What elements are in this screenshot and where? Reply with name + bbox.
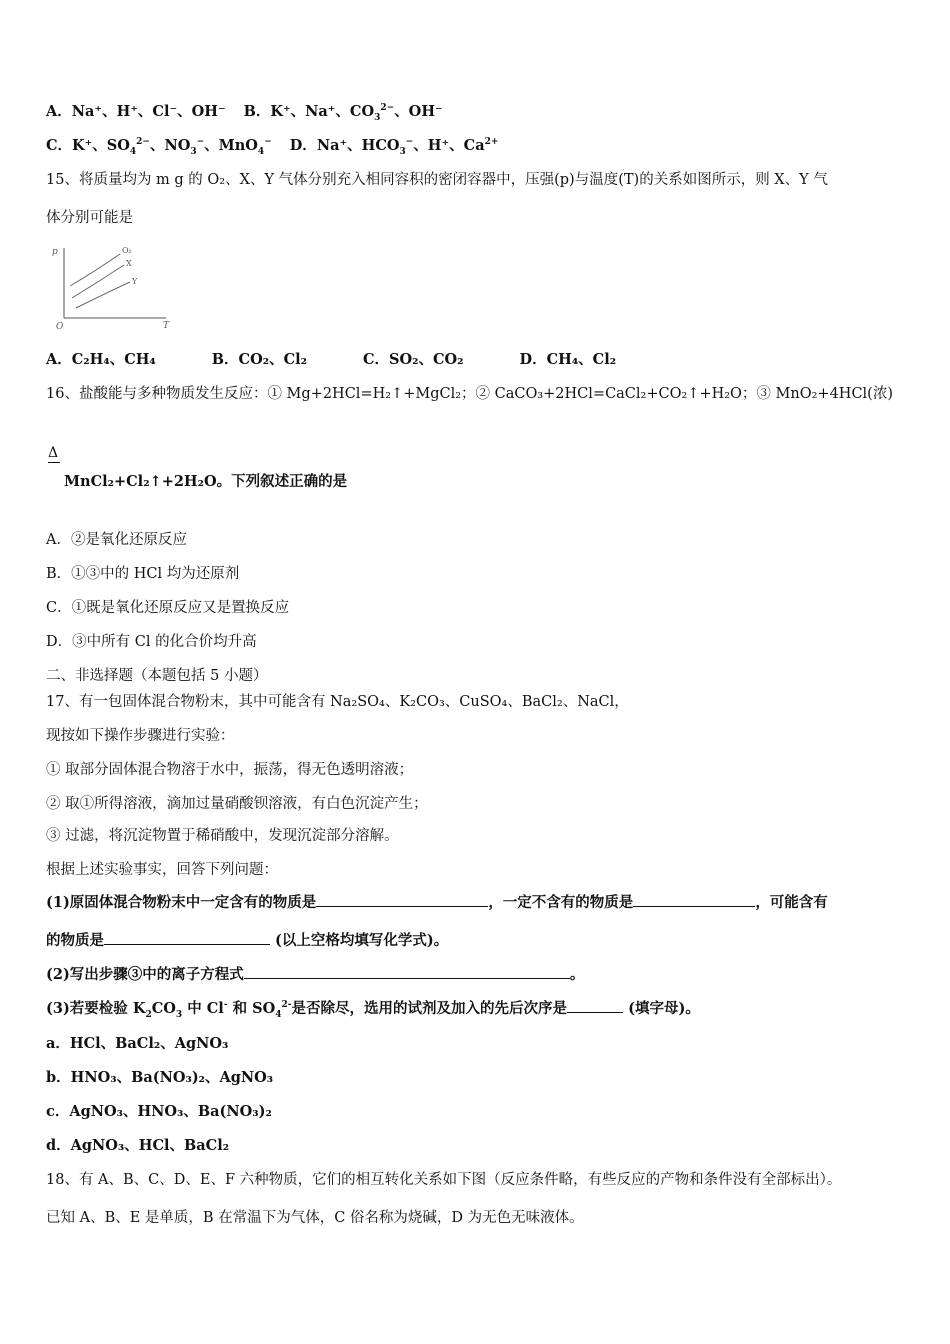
graph-curve-o2: [70, 254, 120, 286]
q14-option-b-pre: K⁺、Na⁺、CO: [270, 103, 375, 120]
q14-option-c-part1: K⁺、SO: [72, 137, 130, 154]
q16-heat-symbol: Δ: [48, 445, 59, 461]
q17-step3: ③ 过滤，将沉淀物置于稀硝酸中，发现沉淀部分溶解。: [46, 828, 399, 844]
q14-option-c-sup2: −: [196, 137, 205, 148]
q14-options-row2: [46, 136, 498, 156]
q17-part3-sub-3: 3: [175, 1009, 183, 1020]
q14-option-d-sup2: 2+: [484, 137, 499, 148]
q17-part2: [46, 964, 584, 985]
q17-part1-text-a: (1)原固体混合物粉末中一定含有的物质是: [46, 894, 317, 911]
q16-option-d: D．③中所有 Cl 的化合价均升高: [46, 634, 257, 650]
q14-option-d-sup1: −: [405, 137, 414, 148]
q14-option-d-part1: Na⁺、HCO: [316, 137, 400, 154]
q15-option-a: A．C₂H₄、CH₄: [46, 351, 156, 368]
q16-stem-line1: 16、盐酸能与多种物质发生反应：① Mg+2HCl=H₂↑+MgCl₂；② CaCO₃+2HCl=CaCl₂+CO₂↑+H₂O；③ MnO₂+4HCl(浓): [46, 386, 893, 402]
q15-option-c: C．SO₂、CO₂: [362, 351, 464, 368]
q17-answer-blank-must-not-contain[interactable]: [633, 892, 755, 907]
q15-option-b: B．CO₂、Cl₂: [211, 351, 307, 368]
q14-option-b-sup: 2−: [380, 103, 395, 114]
q16-option-c: C．①既是氧化还原反应又是置换反应: [46, 600, 290, 616]
q17-ask: 根据上述实验事实，回答下列问题：: [46, 862, 278, 878]
q18-stem-line2: 已知 A、B、E 是单质，B 在常温下为气体，C 俗名称为烧碱，D 为无色无味液体。: [46, 1210, 584, 1226]
q17-part3-sup-2minus: 2-: [281, 1000, 292, 1011]
q14-option-d-part2: 、H⁺、Ca: [413, 137, 485, 154]
q17-part1-text-d: 的物质是: [46, 932, 104, 949]
q17-part3-sub-2: 2: [145, 1009, 152, 1020]
q17-option-b: b．HNO₃、Ba(NO₃)₂、AgNO₃: [46, 1069, 274, 1086]
q17-part2-text-a: (2)写出步骤③中的离子方程式: [46, 966, 244, 983]
graph-x-axis-label: T: [163, 321, 170, 331]
q17-answer-blank-must-contain[interactable]: [316, 892, 488, 907]
q18-stem-line1: 18、有 A、B、C、D、E、F 六种物质，它们的相互转化关系如下图（反应条件略，有些反应的产物和条件没有全部标出）。: [46, 1172, 842, 1188]
q14-option-c-sub3: 4: [257, 146, 265, 157]
q17-part2-text-b: 。: [569, 966, 585, 983]
q17-part1-text-b: ，一定不含有的物质是: [488, 894, 634, 911]
q14-option-c-sup3: −: [264, 137, 272, 148]
q17-part3-text-c: 中 Cl: [182, 1000, 224, 1017]
q17-part3-sup-minus: -: [223, 1000, 228, 1011]
graph-curve-x: [72, 265, 124, 298]
q14-option-c-sup1: 2−: [136, 137, 150, 148]
graph-label-y: Y: [132, 277, 138, 286]
q17-part3-sub-4: 4: [275, 1009, 282, 1020]
q17-stem-line2: 现按如下操作步骤进行实验：: [46, 728, 235, 744]
q14-option-c-sub1: 4: [129, 146, 137, 157]
q14-option-d-sub1: 3: [399, 146, 406, 157]
graph-origin-label: O: [56, 322, 64, 332]
q17-option-d: d．AgNO₃、HCl、BaCl₂: [46, 1137, 230, 1154]
q17-part3-text-f: (填字母)。: [623, 1000, 700, 1017]
q17-answer-blank-reagent-order[interactable]: [567, 998, 623, 1013]
q17-stem-line1: 17、有一包固体混合物粉末，其中可能含有 Na₂SO₄、K₂CO₃、CuSO₄、BaCl₂、NaCl，: [46, 694, 629, 710]
q16-heat-symbol-bar: [48, 462, 60, 463]
q17-part3-text-d: 和 SO: [227, 1000, 276, 1017]
q17-option-a: a．HCl、BaCl₂、AgNO₃: [46, 1035, 229, 1052]
q16-option-a: A．②是氧化还原反应: [46, 532, 187, 548]
q17-part1-text-e: (以上空格均填写化学式)。: [270, 932, 449, 949]
graph-curve-y: [76, 282, 130, 308]
q17-part1-line1: [46, 892, 828, 913]
q15-options: [46, 350, 616, 370]
q14-option-a: Na⁺、H⁺、Cl⁻、OH⁻: [71, 103, 226, 120]
q17-step1: ① 取部分固体混合物溶于水中，振荡，得无色透明溶液；: [46, 762, 414, 778]
q17-part3-text-a: (3)若要检验 K: [46, 1000, 146, 1017]
q14-option-d-letter: D．: [289, 137, 317, 154]
q17-part1-text-c: ，可能含有: [755, 894, 828, 911]
q17-step2: ② 取①所得溶液，滴加过量硝酸钡溶液，有白色沉淀产生；: [46, 796, 428, 812]
q17-part3-text-b: CO: [151, 1000, 176, 1017]
q17-part3: [46, 998, 700, 1019]
q15-option-d: D．CH₄、Cl₂: [519, 351, 617, 368]
q17-option-c: c．AgNO₃、HNO₃、Ba(NO₃)₂: [46, 1103, 272, 1120]
q14-option-b-post: 、OH⁻: [394, 103, 443, 120]
q17-answer-blank-ionic-equation[interactable]: [244, 964, 570, 979]
q16-stem-line2: MnCl₂+Cl₂↑+2H₂O。下列叙述正确的是: [64, 473, 348, 490]
q14-option-b-sub: 3: [374, 112, 381, 123]
q15-pressure-temperature-graph: [46, 240, 176, 332]
graph-label-x: X: [126, 259, 132, 268]
section-heading: 二、非选择题（本题包括 5 小题）: [46, 668, 268, 684]
graph-y-axis-label: p: [52, 247, 58, 257]
q15-stem-line2: 体分别可能是: [46, 210, 133, 226]
q15-stem-line1: 15、将质量均为 m g 的 O₂、X、Y 气体分别充入相同容积的密闭容器中，压强(p)与温度(T)的关系如图所示，则 X、Y 气: [46, 172, 828, 188]
q14-options-row1: [46, 102, 443, 122]
q17-answer-blank-may-contain[interactable]: [104, 930, 270, 945]
q14-option-a-letter: A．: [46, 103, 72, 120]
q14-option-c-sub2: 3: [190, 146, 197, 157]
q16-option-b: B．①③中的 HCl 均为还原剂: [46, 566, 240, 582]
q17-part1-line2: [46, 930, 448, 951]
q14-option-b-letter: B．: [243, 103, 271, 120]
q14-option-c-part3: 、MnO: [204, 137, 258, 154]
q17-part3-text-e: 是否除尽，选用的试剂及加入的先后次序是: [291, 1000, 568, 1017]
graph-label-o2: O₂: [122, 246, 132, 255]
q14-option-c-letter: C．: [46, 137, 73, 154]
q14-option-c-part2: 、NO: [149, 137, 191, 154]
